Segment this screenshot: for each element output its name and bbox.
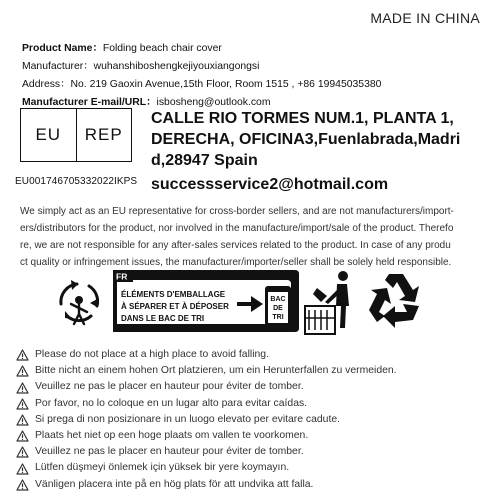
warning-text: Please do not place at a high place to avoid falling. (35, 349, 269, 360)
eu-rep-right: REP (76, 109, 132, 161)
warning-item (16, 477, 397, 493)
warning-list (16, 347, 397, 493)
warning-item (16, 396, 397, 412)
email-value: isbosheng@outlook.com (156, 97, 271, 108)
warning-triangle-icon (16, 463, 29, 475)
eu-rep-left: EU (35, 125, 62, 144)
warning-text: Bitte nicht an einem hohen Ort platzieren, um ein Herunterfallen zu vermeiden. (35, 365, 397, 377)
recycle-icon (369, 274, 419, 328)
manufacturer-label: Manufacturer： (22, 61, 94, 72)
bin-label-line: TRI (272, 314, 284, 321)
sorting-text-line: DANS LE BAC DE TRI (121, 314, 205, 323)
bin-label-line: BAC (270, 296, 286, 303)
product-info (22, 40, 381, 112)
disclaimer-line: We simply act as an EU representative for cross-border sellers, and are not manufacturers/import- (20, 206, 454, 217)
warning-item (16, 444, 397, 460)
warning-text: Por favor, no lo coloque en un lugar alto para evitar caídas. (35, 397, 308, 409)
warning-text: Lütfen düşmeyi önlemek için yüksek bir yere koymayın. (35, 462, 290, 474)
made-in-label: MADE IN CHINA (370, 10, 480, 26)
eu-rep-address-line: d,28947 Spain (151, 152, 258, 169)
address-value: No. 219 Gaoxin Avenue,15th Floor, Room 1515 , +86 19945035380 (70, 79, 382, 90)
address-row (22, 76, 381, 94)
eu-rep-email: successservice2@hotmail.com (151, 176, 389, 193)
address-label: Address： (22, 79, 71, 90)
warning-triangle-icon (16, 398, 29, 410)
warning-triangle-icon (16, 446, 29, 458)
sorting-text-line: À SÉPARER ET À DÉPOSER (121, 302, 229, 311)
disclaimer-line: re, we are not responsible for any after-sales services related to the product. In case of any produ (20, 240, 451, 251)
eu-rep-address-line: DERECHA, OFICINA3,Fuenlabrada,Madri (151, 131, 461, 148)
sorting-info-badge (113, 270, 299, 332)
warning-triangle-icon (16, 349, 29, 361)
fr-tag: FR (116, 271, 128, 282)
manufacturer-value: wuhanshiboshengkejiyouxiangongsi (93, 61, 260, 72)
warning-text: Si prega di non posizionare in un luogo elevato per evitare cadute. (35, 413, 340, 425)
product-name-value: Folding beach chair cover (102, 43, 222, 54)
warning-triangle-icon (16, 414, 29, 426)
warning-item (16, 460, 397, 476)
warning-text: Veuillez ne pas le placer en hauteur pour éviter de tomber. (35, 446, 304, 458)
eu-rep-address (151, 108, 481, 171)
warning-text: Vänligen placera inte på en hög plats för att undvika att falla. (35, 478, 314, 490)
warning-item (16, 428, 397, 444)
tidyman-icon (305, 271, 349, 334)
eu-registration-code: EU001746705332022IKPS (15, 176, 138, 187)
warning-triangle-icon (16, 479, 29, 491)
warning-item (16, 379, 397, 395)
sorting-text-line: ÉLÉMENTS D'EMBALLAGE (121, 290, 226, 299)
warning-text: Plaats het niet op een hoge plaats om vallen te voorkomen. (35, 430, 309, 442)
warning-triangle-icon (16, 365, 29, 377)
manufacturer-row (22, 58, 381, 76)
disclaimer-line: ct quality or infringement issues, the manufacturer/importer/seller shall be solely held responsible. (20, 257, 452, 268)
triman-icon (61, 280, 99, 324)
warning-item (16, 412, 397, 428)
warning-item (16, 347, 397, 363)
eu-rep-address-line: CALLE RIO TORMES NUM.1, PLANTA 1, (151, 110, 454, 127)
warning-triangle-icon (16, 430, 29, 442)
bin-label-line: DE (273, 305, 283, 312)
product-name-row (22, 40, 381, 58)
recycling-symbols (55, 266, 435, 338)
disclaimer-text (20, 203, 478, 271)
email-label: Manufacturer E-mail/URL： (22, 97, 157, 108)
warning-item (16, 363, 397, 379)
warning-triangle-icon (16, 382, 29, 394)
warning-text: Veuillez ne pas le placer en hauteur pour éviter de tomber. (35, 381, 304, 393)
disclaimer-line: ers/distributors for the product, nor involved in the manufacture/import/sale of the product. Therefo (20, 223, 454, 234)
eu-rep-box (20, 108, 132, 162)
product-name-label: Product Name： (22, 43, 103, 54)
